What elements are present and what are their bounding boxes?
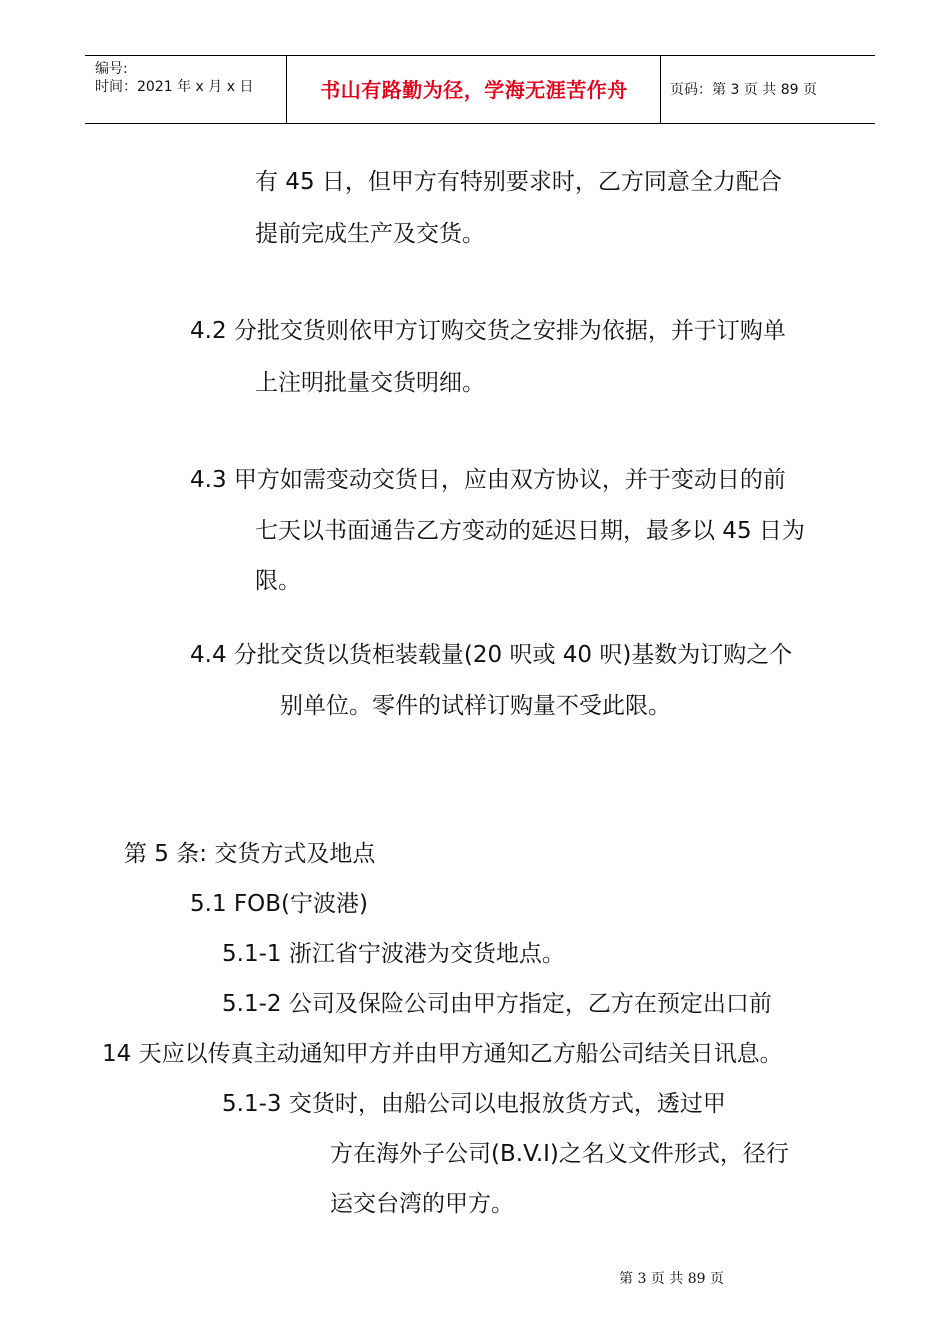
document-time-label: 时间：2021 年 x 月 x 日: [95, 79, 254, 95]
article-5-heading: 第 5 条: 交货方式及地点: [124, 841, 376, 867]
clause-5-1-1: 5.1-1 浙江省宁波港为交货地点。: [222, 941, 565, 967]
paragraph-line: 别单位。零件的试样订购量不受此限。: [280, 693, 671, 719]
paragraph-line: 提前完成生产及交货。: [255, 221, 485, 247]
clause-5-1-3: 5.1-3 交货时，由船公司以电报放货方式，透过甲: [222, 1091, 726, 1117]
clause-5-1-2: 5.1-2 公司及保险公司由甲方指定，乙方在预定出口前: [222, 991, 772, 1017]
document-number-label: 编号:: [95, 61, 128, 77]
clause-4-2: 4.2 分批交货则依甲方订购交货之安排为依据，并于订购单: [190, 318, 786, 344]
header-page-info: 页码：第 3 页 共 89 页: [670, 82, 817, 98]
paragraph-line: 上注明批量交货明细。: [255, 370, 485, 396]
paragraph-line: 运交台湾的甲方。: [330, 1191, 514, 1217]
header-divider-right: [660, 56, 661, 123]
header-motto: 书山有路勤为径，学海无涯苦作舟: [320, 78, 628, 102]
paragraph-line: 有 45 日，但甲方有特别要求时，乙方同意全力配合: [255, 169, 782, 195]
paragraph-line: 方在海外子公司(B.V.I)之名义文件形式，径行: [330, 1141, 789, 1167]
page-header: [85, 55, 875, 124]
clause-4-3: 4.3 甲方如需变动交货日，应由双方协议，并于变动日的前: [190, 467, 786, 493]
paragraph-line: 七天以书面通告乙方变动的延迟日期，最多以 45 日为: [255, 518, 805, 544]
header-divider-left: [286, 56, 287, 123]
clause-5-1: 5.1 FOB(宁波港): [190, 891, 368, 917]
paragraph-line: 14 天应以传真主动通知甲方并由甲方通知乙方船公司结关日讯息。: [102, 1041, 783, 1067]
clause-4-4: 4.4 分批交货以货柜装载量(20 呎或 40 呎)基数为订购之个: [190, 642, 793, 668]
footer-page-number: 第 3 页 共 89 页: [619, 1271, 724, 1287]
paragraph-line: 限。: [255, 568, 301, 594]
